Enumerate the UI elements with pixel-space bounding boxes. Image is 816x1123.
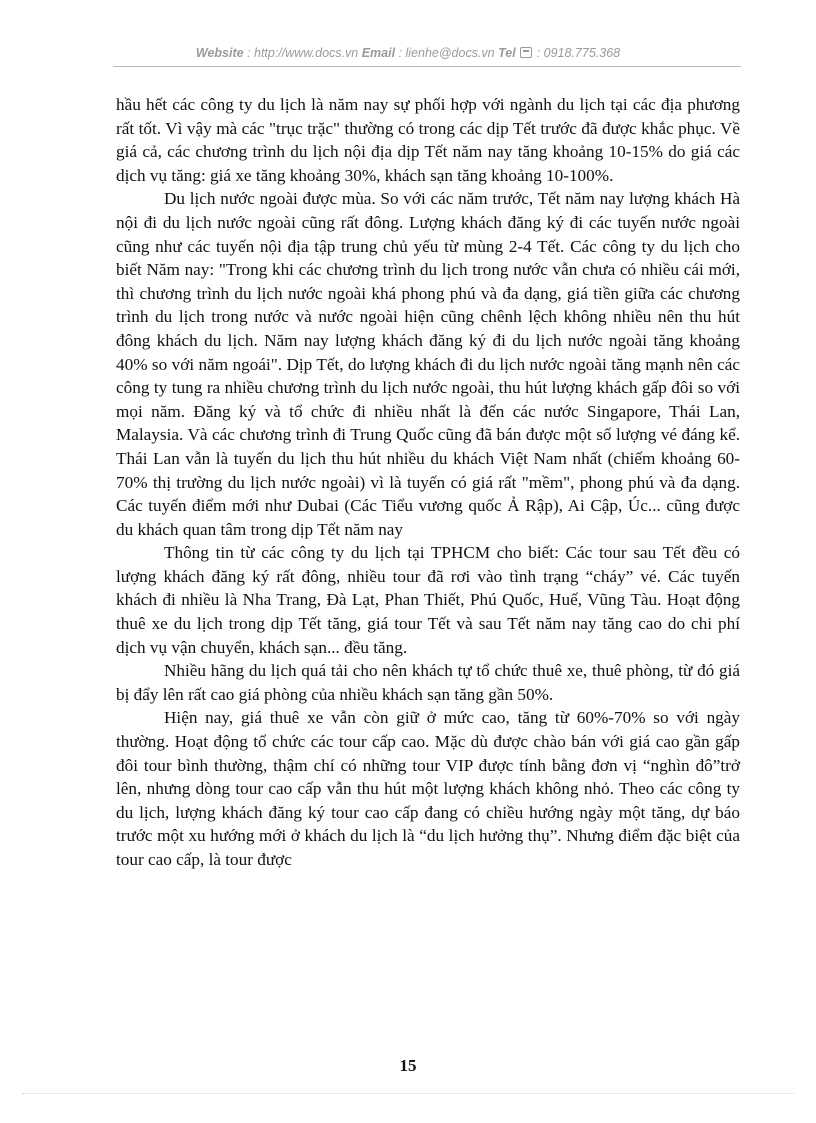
document-body — [116, 93, 740, 872]
paragraph-2: Du lịch nước ngoài được mùa. So với các năm trước, Tết năm nay lượng khách Hà nội đi du lịch nước ngoài cũng rất đông. Lượng khách đăng ký đi các tuyến nước ngoài cũng như các tuyến nội địa tập trung chủ yếu từ mùng 2-4 Tết. Các công ty du lịch cho biết Năm nay: "Trong khi các chương trình du lịch trong nước vẫn chưa có nhiều cái mới, thì chương trình du lịch nước ngoài khá phong phú và đa dạng, giá tiền giữa các chương trình du lịch trong nước và nước ngoài hiện cũng chênh lệch không nhiều nên thu hút đông khách du lịch. Năm nay lượng khách đăng ký đi du lịch nước ngoài tăng khoảng 40% so với năm ngoái". Dịp Tết, do lượng khách đi du lịch nước ngoài tăng mạnh nên các công ty tung ra nhiều chương trình du lịch nước ngoài, thu hút lượng khách gấp đôi so với mọi năm. Đăng ký và tổ chức đi nhiều nhất là đến các nước Singapore, Thái Lan, Malaysia. Và các chương trình đi Trung Quốc cũng đã bán được một số lượng vé đáng kể. Thái Lan vẫn là tuyến du lịch thu hút nhiều du khách Việt Nam nhất (chiếm khoảng 60-70% thị trường du lịch nước ngoài) vì là tuyến có giá rất "mềm", phong phú và đa dạng. Các tuyến điểm mới như Dubai (Các Tiểu vương quốc Ả Rập), Ai Cập, Úc... cũng được du khách quan tâm trong dịp Tết năm nay — [116, 189, 740, 539]
header-rule — [113, 66, 741, 67]
page-header — [0, 46, 816, 60]
email-label: Email — [361, 46, 396, 60]
email-address[interactable]: : lienhe@docs.vn — [398, 46, 495, 60]
paragraph-5: Hiện nay, giá thuê xe vẫn còn giữ ở mức cao, tăng từ 60%-70% so với ngày thường. Hoạt động tổ chức các tour cấp cao. Mặc dù được chào bán với giá cao gần gấp đôi tour bình thường, thậm chí có những tour VIP được tính bằng đơn vị “nghìn đô”trở lên, nhưng dòng tour cao cấp vẫn thu hút một lượng khách không nhỏ. Theo các công ty du lịch, lượng khách đăng ký tour cao cấp đang có chiều hướng ngày một tăng, dự báo trước một xu hướng mới ở khách du lịch là “du lịch hưởng thụ”. Nhưng điểm đặc biệt của tour cao cấp, là tour được — [116, 708, 740, 869]
page-number: 15 — [399, 1056, 417, 1075]
paragraph-3: Thông tin từ các công ty du lịch tại TPHCM cho biết: Các tour sau Tết đều có lượng khách đăng ký rất đông, nhiều tour đã rơi vào tình trạng “cháy” vé. Các tuyến khách đi nhiều là Nha Trang, Đà Lạt, Phan Thiết, Phú Quốc, Huế, Vũng Tàu. Hoạt động thuê xe du lịch trong dịp Tết tăng, giá tour Tết và sau Tết năm nay tăng cao do chi phí dịch vụ vận chuyển, khách sạn... đều tăng. — [116, 543, 740, 657]
phone-icon — [520, 47, 532, 58]
tel-label: Tel — [498, 46, 516, 60]
website-url[interactable]: : http://www.docs.vn — [247, 46, 359, 60]
website-label: Website — [195, 46, 244, 60]
page-bottom-rule — [22, 1093, 794, 1094]
tel-number: : 0918.775.368 — [536, 46, 621, 60]
paragraph-4: Nhiều hãng du lịch quá tải cho nên khách tự tổ chức thuê xe, thuê phòng, từ đó giá bị đẩy lên rất cao giá phòng của nhiều khách sạn tăng gần 50%. — [116, 661, 740, 704]
paragraph-1: hầu hết các công ty du lịch là năm nay sự phối hợp với ngành du lịch tại các địa phương rất tốt. Vì vậy mà các "trục trặc" thường có trong các dịp Tết trước đã được khắc phục. Về giá cả, các chương trình du lịch nội địa dịp Tết năm nay tăng khoảng 10-15% do giá các dịch vụ tăng: giá xe tăng khoảng 30%, khách sạn tăng khoảng 10-100%. — [116, 95, 740, 185]
